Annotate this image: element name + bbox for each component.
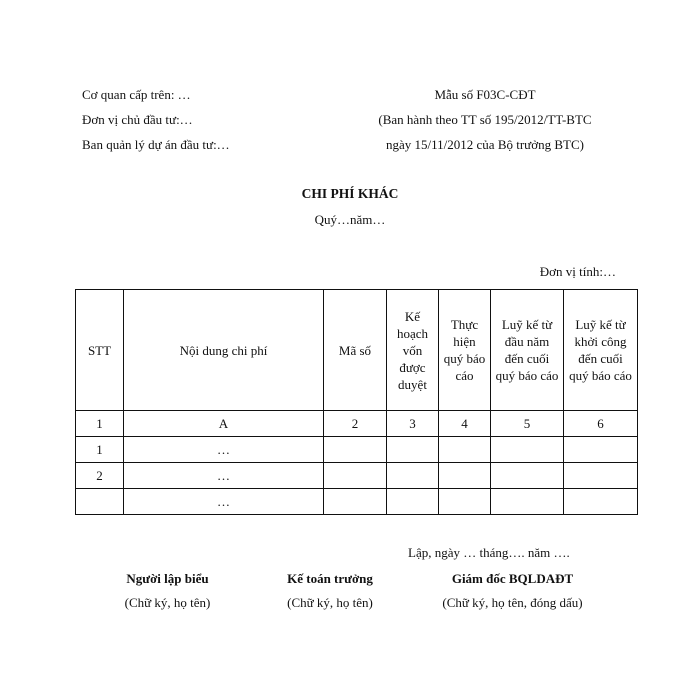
table-row <box>76 437 638 463</box>
table-cell <box>387 489 439 515</box>
table-cell <box>324 489 387 515</box>
table-cell <box>491 463 564 489</box>
document-subtitle: Quý…năm… <box>314 212 386 227</box>
header-since-start-cumulative: Luỹ kế từ khởi công đến cuối quý báo cáo <box>564 290 638 411</box>
cost-table <box>75 289 638 515</box>
investor-unit-line: Đơn vị chủ đầu tư:… <box>82 112 193 127</box>
project-management-line: Ban quản lý dự án đầu tư:… <box>82 137 230 152</box>
table-cell: 5 <box>491 411 564 437</box>
table-cell: … <box>124 437 324 463</box>
table-cell <box>564 489 638 515</box>
table-cell <box>439 463 491 489</box>
table-row <box>76 463 638 489</box>
table-index-row <box>76 411 638 437</box>
table-cell: … <box>124 489 324 515</box>
table-cell: 2 <box>76 463 124 489</box>
header-quarter-actual: Thực hiện quý báo cáo <box>439 290 491 411</box>
header-ytd-cumulative: Luỹ kế từ đầu năm đến cuối quý báo cáo <box>491 290 564 411</box>
header-code: Mã số <box>324 290 387 411</box>
table-cell: 6 <box>564 411 638 437</box>
header-content: Nội dung chi phí <box>124 290 324 411</box>
table-cell <box>387 463 439 489</box>
table-cell: A <box>124 411 324 437</box>
signature-preparer <box>75 570 260 612</box>
table-cell: 1 <box>76 437 124 463</box>
table-cell: … <box>124 463 324 489</box>
header-stt: STT <box>76 290 124 411</box>
superior-agency-line: Cơ quan cấp trên: … <box>82 87 191 102</box>
table-cell: 3 <box>387 411 439 437</box>
place-date-line: Lập, ngày … tháng…. năm …. <box>408 545 570 560</box>
signature-note: (Chữ ký, họ tên, đóng dấu) <box>442 595 583 610</box>
signature-chief-accountant <box>245 570 415 612</box>
document-title: CHI PHÍ KHÁC <box>301 186 399 201</box>
issued-date-line: ngày 15/11/2012 của Bộ trưởng BTC) <box>386 137 584 152</box>
table-cell <box>564 437 638 463</box>
table-header-row <box>76 290 638 411</box>
signature-note: (Chữ ký, họ tên) <box>124 595 211 610</box>
table-cell <box>564 463 638 489</box>
header-approved-plan: Kế hoạch vốn được duyệt <box>387 290 439 411</box>
signature-role: Giám đốc BQLDAĐT <box>451 571 574 586</box>
table-cell <box>491 437 564 463</box>
table-cell <box>324 437 387 463</box>
signature-role: Người lập biểu <box>126 571 209 586</box>
header-left <box>82 82 230 157</box>
header-right <box>355 82 615 157</box>
table-cell <box>491 489 564 515</box>
table-cell: 2 <box>324 411 387 437</box>
signature-role: Kế toán trưởng <box>287 571 373 586</box>
table-cell: 1 <box>76 411 124 437</box>
table-cell <box>76 489 124 515</box>
table-cell <box>439 437 491 463</box>
signature-note: (Chữ ký, họ tên) <box>287 595 373 610</box>
table-cell: 4 <box>439 411 491 437</box>
table-row <box>76 489 638 515</box>
form-number: Mẫu số F03C-CĐT <box>434 87 536 102</box>
signature-director <box>425 570 600 612</box>
issued-by-line: (Ban hành theo TT số 195/2012/TT-BTC <box>378 112 592 127</box>
unit-label: Đơn vị tính:… <box>539 264 616 279</box>
table-cell <box>324 463 387 489</box>
table-cell <box>387 437 439 463</box>
table-cell <box>439 489 491 515</box>
